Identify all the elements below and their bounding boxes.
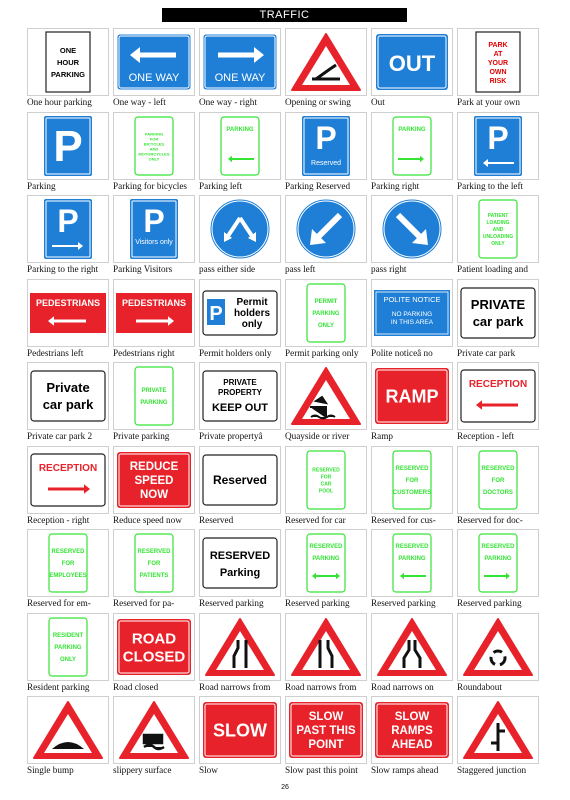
sign-image (27, 362, 109, 430)
sign-caption: Single bump (27, 765, 74, 775)
sign-image (371, 446, 453, 514)
sign-text: PEDESTRIANS (121, 297, 187, 308)
sign-image (113, 696, 195, 764)
sign-image (285, 28, 367, 96)
sign-text: PARKING (144, 131, 164, 136)
sign-image (457, 112, 539, 180)
sign-image (285, 529, 367, 597)
sign-image (371, 28, 453, 96)
sign-text: car park (42, 397, 94, 412)
sign-caption: Pedestrians right (113, 347, 175, 358)
sign-caption: Private parking (113, 431, 170, 441)
sign-caption: Reserved parking (457, 598, 522, 608)
sign-text: SLOW (394, 711, 430, 724)
sign-caption: Private car park (457, 347, 516, 358)
sign-caption: Slow past this point (285, 765, 358, 775)
sign-text: FOR (405, 477, 419, 484)
sign-text: RECEPTION (468, 379, 528, 390)
sign-caption: One hour parking (27, 97, 92, 107)
sign-text: ROAD (131, 629, 177, 647)
sign-caption: Parking (27, 180, 56, 191)
sign-image (27, 279, 109, 347)
sign-image (371, 195, 453, 263)
sign-image (199, 279, 281, 347)
warning-triangle-icon (34, 702, 102, 758)
sign-caption: Reception - left (457, 431, 515, 441)
sign-image (371, 613, 453, 681)
sign-text: Parking (219, 567, 261, 579)
sign-image (457, 362, 539, 430)
sign-tile (371, 613, 453, 697)
sign-image (27, 195, 109, 263)
sign-text: RESERVED (51, 549, 85, 555)
sign-caption: pass either side (199, 264, 256, 274)
sign-text: PARKING (312, 310, 340, 317)
sign-tile (371, 279, 453, 363)
sign-image (27, 112, 109, 180)
sign-caption: Road narrows from (199, 681, 271, 692)
sign-text: SPEED (134, 474, 174, 487)
sign-text: PAST THIS (296, 725, 356, 738)
sign-tile (113, 362, 195, 446)
sign-text: ONLY (317, 322, 335, 329)
sign-tile (27, 28, 109, 112)
sign-image (457, 613, 539, 681)
sign-image (199, 696, 281, 764)
sign-text: ONLY (491, 241, 505, 247)
sign-text: PATIENT (487, 213, 509, 219)
sign-image (27, 613, 109, 681)
sign-text: CLOSED (122, 647, 186, 665)
sign-tile (457, 696, 539, 780)
sign-panel (461, 288, 535, 338)
sign-panel (479, 534, 517, 592)
sign-subtext: Reserved (311, 159, 341, 167)
sign-text: RAMP (385, 386, 439, 407)
sign-image (457, 28, 539, 96)
sign-image (457, 529, 539, 597)
sign-text: IN THIS AREA (390, 318, 434, 326)
sign-tile (199, 613, 281, 697)
sign-text: RESERVED (395, 465, 429, 472)
sign-image (457, 696, 539, 764)
sign-text: BICYCLES (143, 141, 165, 146)
sign-image (27, 28, 109, 96)
sign-caption: Parking Reserved (285, 180, 351, 191)
parking-p-icon: P (209, 302, 223, 325)
sign-text: RISK (489, 78, 507, 85)
sign-image (457, 446, 539, 514)
sign-text: RECEPTION (38, 462, 98, 474)
sign-caption: Patient loading and (457, 264, 528, 274)
sign-caption: Slow (199, 765, 218, 775)
sign-text: PRIVATE (223, 378, 257, 387)
sign-panel (210, 199, 270, 259)
sign-caption: Reserved parking (199, 598, 264, 608)
sign-caption: Reception - right (27, 514, 90, 525)
warning-triangle-icon (206, 619, 274, 675)
sign-text: PRIVATE (141, 388, 167, 394)
parking-p-icon: P (57, 203, 79, 239)
sign-caption: Reserved for em- (27, 598, 91, 608)
sign-caption: Reserved parking (285, 598, 350, 608)
sign-image (199, 195, 281, 263)
sign-image (199, 613, 281, 681)
sign-caption: Polite noticeâ no (371, 347, 433, 358)
sign-text: YOUR (487, 60, 509, 67)
sign-image (113, 446, 195, 514)
sign-panel (393, 534, 431, 592)
sign-caption: Parking Visitors (113, 264, 173, 274)
sign-image (113, 28, 195, 96)
sign-caption: pass right (371, 264, 407, 274)
sign-caption: Parking to the right (27, 264, 99, 274)
sign-tile (371, 362, 453, 446)
sign-caption: Parking for bicycles (113, 180, 187, 191)
parking-p-icon: P (53, 121, 83, 171)
sign-caption: Reserved parking (371, 598, 436, 608)
sign-tile (199, 696, 281, 780)
sign-caption: Reserved for car (285, 514, 346, 525)
sign-tile (113, 112, 195, 196)
sign-image (371, 696, 453, 764)
sign-text: OWN (489, 69, 507, 76)
sign-text: ONLY (148, 156, 160, 161)
sign-text: AHEAD (391, 739, 433, 752)
sign-caption: Slow ramps ahead (371, 765, 439, 775)
sign-text: POLITE NOTICE (383, 294, 441, 304)
sign-caption: One way - right (199, 97, 257, 107)
sign-text: HOUR (56, 58, 80, 67)
sign-text: CAR (320, 481, 332, 487)
sign-tile (285, 446, 367, 530)
sign-image (113, 195, 195, 263)
sign-image (27, 696, 109, 764)
sign-text: REDUCE (129, 460, 179, 473)
sign-tile (27, 112, 109, 196)
sign-image (371, 279, 453, 347)
sign-image (199, 362, 281, 430)
sign-tile (27, 446, 109, 530)
sign-caption: Road narrows from (285, 681, 357, 692)
parking-p-icon: P (315, 119, 337, 156)
sign-caption: Ramp (371, 431, 393, 441)
sign-tile (199, 529, 281, 613)
sign-image (113, 279, 195, 347)
sign-text: holders (233, 307, 271, 319)
sign-caption: Opening or swing (285, 97, 351, 107)
sign-text: FOR (147, 561, 161, 567)
sign-text: Permit (236, 296, 268, 308)
sign-image (113, 529, 195, 597)
sign-caption: Private car park 2 (27, 431, 93, 441)
sign-text: SLOW (213, 720, 267, 741)
sign-image (199, 446, 281, 514)
sign-text: PARK (488, 42, 508, 49)
sign-caption: Parking to the left (457, 180, 524, 191)
sign-image (113, 362, 195, 430)
sign-image (371, 362, 453, 430)
sign-text: FOR (320, 474, 332, 480)
sign-caption: Park at your own (457, 97, 521, 107)
sign-tile (285, 362, 367, 446)
sign-tile (27, 362, 109, 446)
sign-tile (285, 112, 367, 196)
sign-panel (461, 370, 535, 422)
sign-tile (113, 279, 195, 363)
sign-text: RESERVED (312, 467, 340, 473)
sign-caption: One way - left (113, 97, 166, 107)
sign-text: RESERVED (309, 544, 343, 550)
sign-caption: Road narrows on (371, 681, 434, 692)
sign-text: AT (493, 51, 503, 58)
sign-image (371, 529, 453, 597)
sign-image (285, 613, 367, 681)
sign-text: PEDESTRIANS (35, 297, 101, 308)
sign-tile (371, 112, 453, 196)
sign-text: PROPERTY (217, 388, 263, 397)
sign-image (285, 446, 367, 514)
sign-tile (457, 195, 539, 279)
sign-text: Reserved (212, 472, 268, 487)
sign-tile (113, 613, 195, 697)
sign-text: POOL (318, 488, 334, 494)
page-number: 26 (281, 784, 289, 791)
sign-tile (285, 28, 367, 112)
sign-image (27, 446, 109, 514)
sign-tile (113, 28, 195, 112)
sign-text: DOCTORS (483, 489, 513, 496)
sign-tile (199, 195, 281, 279)
sign-caption: slippery surface (113, 765, 172, 775)
sign-text: PARKING (398, 126, 426, 133)
sign-image (457, 195, 539, 263)
sign-tile (285, 696, 367, 780)
sign-text: ONE (59, 46, 77, 55)
sign-image (285, 696, 367, 764)
sign-text: PARKING (50, 70, 86, 79)
parking-p-icon: P (143, 203, 165, 239)
sign-panel (31, 371, 105, 421)
sign-tile (199, 446, 281, 530)
sign-text: RESERVED (137, 549, 171, 555)
sign-image (371, 112, 453, 180)
sign-tile (199, 112, 281, 196)
warning-triangle-icon (292, 619, 360, 675)
sign-tile (457, 279, 539, 363)
sign-text: KEEP OUT (211, 402, 269, 414)
sign-text: Private (46, 380, 90, 395)
sign-caption: pass left (285, 264, 316, 274)
sign-tile (27, 613, 109, 697)
sign-image (113, 613, 195, 681)
sign-panel (221, 117, 259, 175)
sign-text: AND (492, 227, 504, 233)
sign-tile (285, 279, 367, 363)
sign-text: PRIVATE (470, 296, 526, 312)
sign-text: FOR (61, 561, 75, 567)
sign-image (113, 112, 195, 180)
sign-caption: Road closed (113, 681, 159, 692)
sign-image (285, 195, 367, 263)
sign-text: RESERVED (209, 550, 271, 562)
sign-tile (199, 28, 281, 112)
sign-text: PARKING (140, 400, 168, 406)
sign-tile (371, 696, 453, 780)
sign-caption: Private propertyâ (199, 431, 263, 441)
sign-tile (27, 696, 109, 780)
sign-image (457, 279, 539, 347)
sign-panel (135, 367, 173, 425)
warning-triangle-icon (378, 619, 446, 675)
sign-tile (113, 696, 195, 780)
sign-tile (27, 279, 109, 363)
sign-tile (27, 195, 109, 279)
sign-tile (285, 195, 367, 279)
sign-text: UNLOADING (482, 234, 514, 240)
sign-text: POINT (308, 739, 344, 752)
sign-text: SLOW (308, 711, 344, 724)
sign-image (199, 112, 281, 180)
sign-image (285, 279, 367, 347)
sign-text: RAMPS (391, 725, 433, 738)
sign-text: ONE WAY (214, 72, 266, 84)
sign-tile (457, 613, 539, 697)
sign-caption: Reserved for pa- (113, 598, 175, 608)
sign-tile (113, 529, 195, 613)
sign-tile (113, 195, 195, 279)
sign-text: OUT (388, 51, 436, 76)
sign-text: PARKING (54, 644, 82, 651)
sign-text: car park (472, 313, 524, 329)
sign-tile (371, 529, 453, 613)
sign-tile (371, 195, 453, 279)
sign-image (199, 28, 281, 96)
sign-tile (199, 362, 281, 446)
sign-text: only (241, 318, 263, 330)
sign-tile (371, 446, 453, 530)
sign-tile (457, 529, 539, 613)
sign-caption: Out (371, 97, 385, 107)
sign-panel (393, 117, 431, 175)
sign-caption: Quayside or river (285, 431, 350, 441)
sign-text: AND (149, 146, 159, 151)
sign-caption: Parking left (199, 180, 243, 191)
sign-tile (457, 446, 539, 530)
sign-text: EMPLOYEES (49, 573, 87, 579)
sign-text: ONLY (59, 656, 77, 663)
sign-text: NOW (139, 488, 169, 501)
sign-panel (203, 538, 277, 588)
sign-caption: Permit parking only (285, 347, 359, 358)
sign-image (27, 529, 109, 597)
sign-text: PERMIT (314, 298, 338, 305)
sign-caption: Parking right (371, 180, 420, 191)
sign-text: RESERVED (481, 544, 515, 550)
sign-text: PARKING (398, 556, 426, 562)
warning-triangle-icon (292, 34, 360, 90)
sign-text: FOR (149, 136, 159, 141)
sign-text: FOR (491, 477, 505, 484)
parking-p-icon: P (487, 119, 509, 156)
sign-tile (371, 28, 453, 112)
sign-text: PARKING (226, 126, 254, 133)
sign-tile (27, 529, 109, 613)
sign-caption: Pedestrians left (27, 347, 84, 358)
sign-caption: Reserved for cus- (371, 514, 436, 525)
sign-panel (31, 454, 105, 506)
sign-caption: Roundabout (457, 681, 502, 692)
sign-tile (199, 279, 281, 363)
sign-text: RESIDENT (52, 632, 84, 639)
sign-tile (285, 529, 367, 613)
page-title: TRAFFIC (162, 8, 407, 22)
sign-text: ONE WAY (128, 72, 180, 84)
sign-image (285, 362, 367, 430)
sign-tile (285, 613, 367, 697)
sign-caption: Permit holders only (199, 347, 272, 358)
sign-caption: Reserved for doc- (457, 514, 523, 525)
sign-caption: Reduce speed now (113, 514, 182, 525)
warning-triangle-icon (120, 702, 188, 758)
sign-text: MOTORCYCLES (138, 151, 170, 156)
sign-text: PARKING (484, 556, 512, 562)
warning-triangle-icon (464, 619, 532, 675)
sign-image (199, 529, 281, 597)
sign-tile (457, 112, 539, 196)
sign-tile (457, 28, 539, 112)
sign-text: PARKING (312, 556, 340, 562)
sign-text: PATIENTS (139, 573, 169, 579)
sign-subtext: Visitors only (135, 239, 173, 246)
sign-text: LOADING (486, 220, 510, 226)
sign-text: RESERVED (395, 544, 429, 550)
sign-text: NO PARKING (391, 310, 433, 318)
sign-text: CUSTOMERS (392, 489, 432, 496)
sign-caption: Reserved (199, 514, 234, 525)
sign-caption: Staggered junction (457, 765, 527, 775)
sign-tile (113, 446, 195, 530)
sign-text: RESERVED (481, 465, 515, 472)
sign-image (285, 112, 367, 180)
sign-panel (307, 534, 345, 592)
sign-caption: Resident parking (27, 681, 90, 692)
sign-tile (457, 362, 539, 446)
